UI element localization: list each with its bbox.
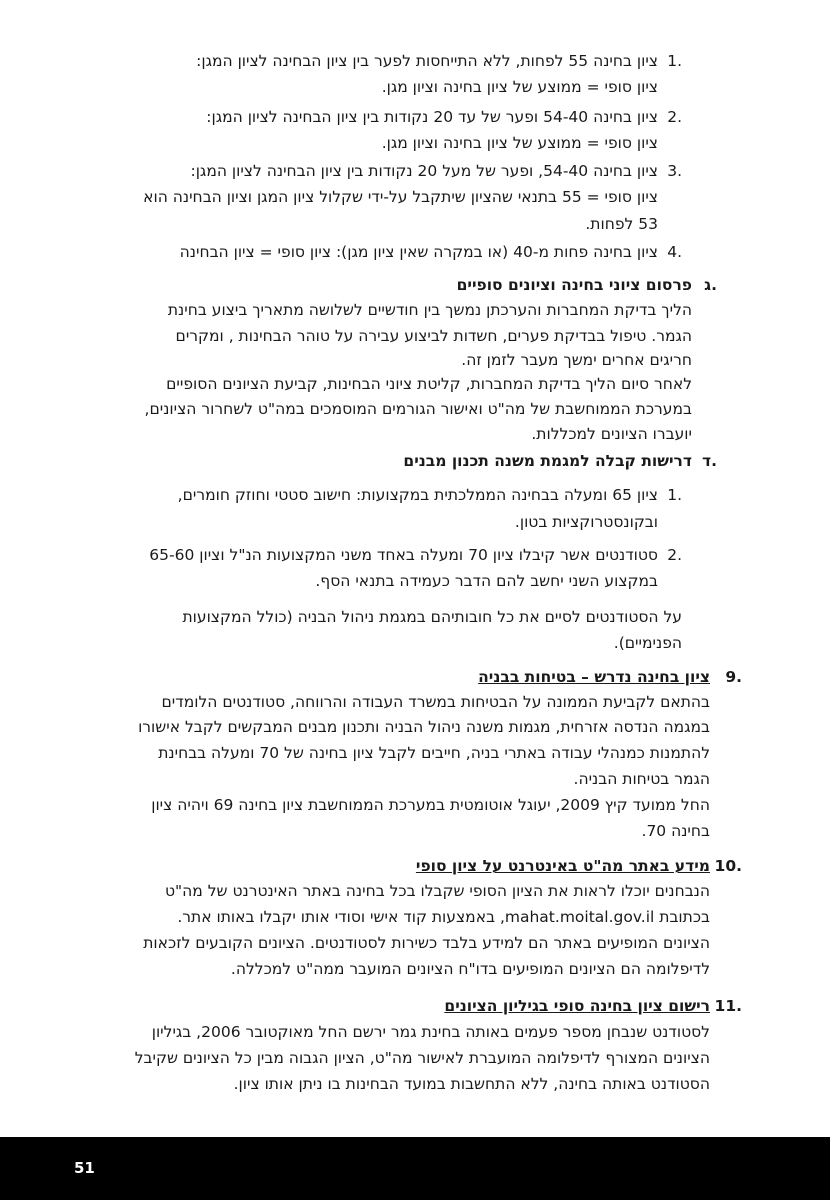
section-number: 11.: [714, 997, 742, 1015]
list-item-line: ציון בחינה 55 לפחות, ללא התייחסות לפער בין ציון הבחינה לציון המגן:: [196, 52, 658, 70]
paragraph-line: יועברו הציונים למכללות.: [531, 425, 692, 443]
list-item-line: ציון סופי = ממוצע של ציון בחינה וציון מגן.: [381, 78, 658, 96]
list-item-line: ובקונסטרוקציות בטון.: [514, 513, 658, 531]
section-number: 9.: [725, 668, 742, 686]
list-item-number: 3.: [667, 162, 682, 180]
list-item-line: 53 לפחות.: [585, 215, 658, 233]
paragraph-line: הליך בדיקת המחברות והערכתן נמשך בין חודשיים לשלושה מתאריך ביצוע בחינת: [167, 301, 692, 319]
section-heading: ציון בחינה נדרש – בטיחות בבניה: [478, 668, 710, 686]
list-item-number: 2.: [667, 108, 682, 126]
list-item-line: ציון 65 ומעלה בבחינה הממלכתית במקצועות: חישוב סטטי וחוזק חומרים,: [177, 486, 658, 504]
section-letter: ד.: [701, 452, 717, 470]
list-item-line: ציון בחינה 54-40, ופער של מעל 20 נקודות בין ציון הבחינה לציון המגן:: [190, 162, 658, 180]
paragraph-line: החל ממועד קיץ 2009, יעוגל אוטומטית במערכת הממוחשבת ציון בחינה 69 ויהיה ציון: [151, 796, 710, 814]
list-item-number: 1.: [667, 486, 682, 504]
list-item-number: 4.: [667, 243, 682, 261]
list-item-number: 1.: [667, 52, 682, 70]
note-line: על הסטודנטים לסיים את כל חובותיהם במגמת ניהול הבניה (כולל המקצועות: [182, 608, 682, 626]
section-heading: פרסום ציוני בחינה וציונים סופיים: [456, 276, 692, 294]
list-item-line: ציון סופי = ממוצע של ציון בחינה וציון מגן.: [381, 134, 658, 152]
paragraph-line: הנבחנים יוכלו לראות את הציון הסופי שקבלו בכל בחינה באתר האינטרנט של מה"ט: [164, 882, 710, 900]
paragraph-line: הציונים המופיעים באתר הם למידע בלבד כשירות לסטודנטים. הציונים הקובעים לזכאות: [143, 934, 710, 952]
paragraph-line: הציונים המצורף לדיפלומה המועברת לאישור מה"ט, הציון הגבוה מבין כל הציונים שקיבל: [134, 1049, 710, 1067]
page-footer: [0, 1137, 830, 1200]
note-line: הפנימיים).: [613, 634, 682, 652]
paragraph-line: הסטודנט באותה בחינה, ללא התחשבות במועד הבחינות בו ניתן אותו ציון.: [233, 1075, 710, 1093]
section-heading: רישום ציון בחינה סופי בגיליון הציונים: [444, 997, 710, 1015]
section-number: 10.: [714, 857, 742, 875]
paragraph-line: לסטודנט שנבחן מספר פעמים באותה בחינת גמר ירשם החל מאוקטובר 2006, בגיליון: [151, 1023, 710, 1041]
page-number: 51: [74, 1159, 95, 1177]
list-item-line: ציון בחינה פחות מ-40 (או במקרה שאין ציון מגן): ציון סופי = ציון הבחינה: [179, 243, 658, 261]
paragraph-line: להתמנות כמנהלי עבודה באתרי בניה, חייבים לקבל ציון בחינה של 70 ומעלה בבחינת: [158, 744, 710, 762]
paragraph-line: בחינה 70.: [641, 822, 710, 840]
section-heading: מידע באתר מה"ט באינטרנט על ציון סופי: [415, 857, 710, 875]
paragraph-line: חריגים אחרים ימשך מעבר לזמן זה.: [461, 351, 692, 369]
paragraph-line: הגמר בטיחות הבניה.: [573, 770, 710, 788]
paragraph-line: הגמר. טיפול בבדיקת פערים, חשדות לביצוע עבירה על טוהר הבחינות , ומקרים: [175, 327, 692, 345]
list-item-line: סטודנטים אשר קיבלו ציון 70 ומעלה באחד משני המקצועות הנ"ל וציון 65-60: [149, 546, 658, 564]
section-letter: ג.: [704, 276, 717, 294]
list-item-line: ציון סופי = 55 בתנאי שהציון שיתקבל על-ידי שקלול ציון המגן וציון הבחינה הוא: [143, 188, 658, 206]
section-heading: דרישות קבלה למגמת משנה תכנון מבנים: [403, 452, 692, 470]
paragraph-line: במערכת הממוחשבת של מה"ט ואישור הגורמים המוסמכים במה"ט לשחרור הציונים,: [144, 400, 692, 418]
paragraph-line: במגמה הנדסה אזרחית, מגמות משנה ניהול הבניה ותכנון מבנים המבקשים לקבל אישורו: [138, 718, 710, 736]
list-item-line: במקצוע השני יחשב להם הדבר כעמידה בתנאי הסף.: [315, 572, 658, 590]
paragraph-line: בכתובת mahat.moital.gov.il, באמצעות קוד אישי וסודי אותו יקבלו באותו אתר.: [177, 908, 710, 926]
paragraph-line: לאחר סיום הליך בדיקת המחברות, קליטת ציוני הבחינות, קביעת הציונים הסופיים: [166, 375, 692, 393]
paragraph-line: לדיפלומה הם הציונים המופיעים בדו"ח הציונים המועבר ממה"ט למכללה.: [230, 960, 710, 978]
list-item-number: 2.: [667, 546, 682, 564]
paragraph-line: בהתאם לקביעת הממונה על הבטיחות במשרד העבודה והרווחה, סטודנטים הלומדים: [161, 693, 710, 711]
list-item-line: ציון בחינה 54-40 ופער של עד 20 נקודות בין ציון הבחינה לציון המגן:: [206, 108, 658, 126]
